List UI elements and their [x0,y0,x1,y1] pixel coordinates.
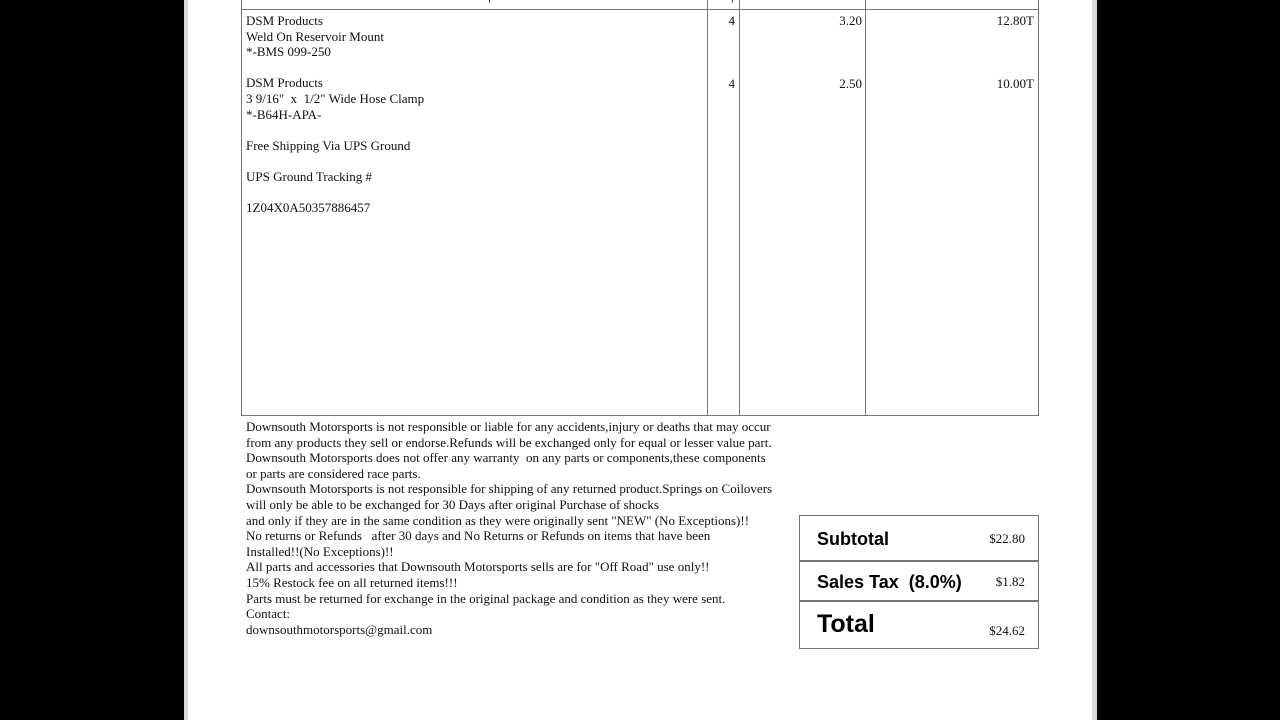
shipping-method: Free Shipping Via UPS Ground [246,137,411,153]
header-tick-mark [489,0,490,3]
description-line: Weld On Reservoir Mount [246,28,384,44]
description-line: DSM Products [246,13,323,28]
description-line [246,153,701,169]
item-amount: 12.80T [996,13,1034,28]
terms-line: 15% Restock fee on all returned items!!! [246,574,458,590]
terms-line: No returns or Refunds after 30 days and No Returns or Refunds on items that have been [246,528,711,544]
tracking-number: 1Z04X0A50357886457 [246,200,371,216]
description-line: DSM Products [246,75,323,91]
item-quantity: 4 [728,13,735,28]
line-item-description [246,75,701,215]
total-label: Total [817,610,875,638]
contact-label: Contact: [246,606,291,622]
tracking-label: UPS Ground Tracking # [246,168,373,184]
description-line [246,185,701,201]
description-line [246,122,701,138]
item-quantity: 4 [728,76,735,91]
column-divider-description [707,0,708,415]
line-item-description [246,13,701,60]
column-divider-quantity [739,0,740,415]
table-header-divider [242,9,1038,10]
terms-line: Parts must be returned for exchange in the original package and condition as they were sent. [246,590,726,606]
column-divider-rate [865,0,866,415]
sales-tax-label: Sales Tax (8.0%) [817,572,962,592]
subtotal-label: Subtotal [817,529,889,549]
page-shadow-left [184,0,188,720]
terms-line: and only if they are in the same condition as they were originally sent "NEW" (No Exceptions)!! [246,512,750,528]
subtotal-row [799,515,1039,562]
description-line: *-B64H-APA- [246,106,322,122]
item-rate: 3.20 [839,13,862,28]
sales-tax-value: $1.82 [995,574,1025,589]
terms-line: Downsouth Motorsports is not responsible or liable for any accidents,injury or deaths that may occur [246,419,771,434]
item-rate: 2.50 [839,76,862,91]
terms-line: All parts and accessories that Downsouth Motorsports sells are for "Off Road" use only!! [246,559,710,575]
total-row [799,600,1039,649]
description-line: *-BMS 099-250 [246,44,331,60]
line-items-table [241,0,1039,416]
terms-line: from any products they sell or endorse.Refunds will be exchanged only for equal or lesser value part. [246,434,772,450]
header-tick-mark [732,0,733,3]
description-column [246,13,701,216]
subtotal-value: $22.80 [989,531,1025,546]
item-amount: 10.00T [996,76,1034,91]
terms-and-conditions [246,419,796,637]
terms-line: will only be able to be exchanged for 30 Days after original Purchase of shocks [246,496,659,512]
description-line: 3 9/16" x 1/2" Wide Hose Clamp [246,90,425,106]
terms-line: Installed!!(No Exceptions)!! [246,543,394,559]
page-shadow-right [1092,0,1097,720]
terms-line: Downsouth Motorsports does not offer any warranty on any parts or components,these components [246,450,766,466]
terms-line: Downsouth Motorsports is not responsible for shipping of any returned product.Springs on Coilovers [246,481,773,497]
terms-line: or parts are considered race parts. [246,465,421,481]
contact-email: downsouthmotorsports@gmail.com [246,621,433,637]
total-value: $24.62 [989,623,1025,638]
sales-tax-row [799,560,1039,602]
